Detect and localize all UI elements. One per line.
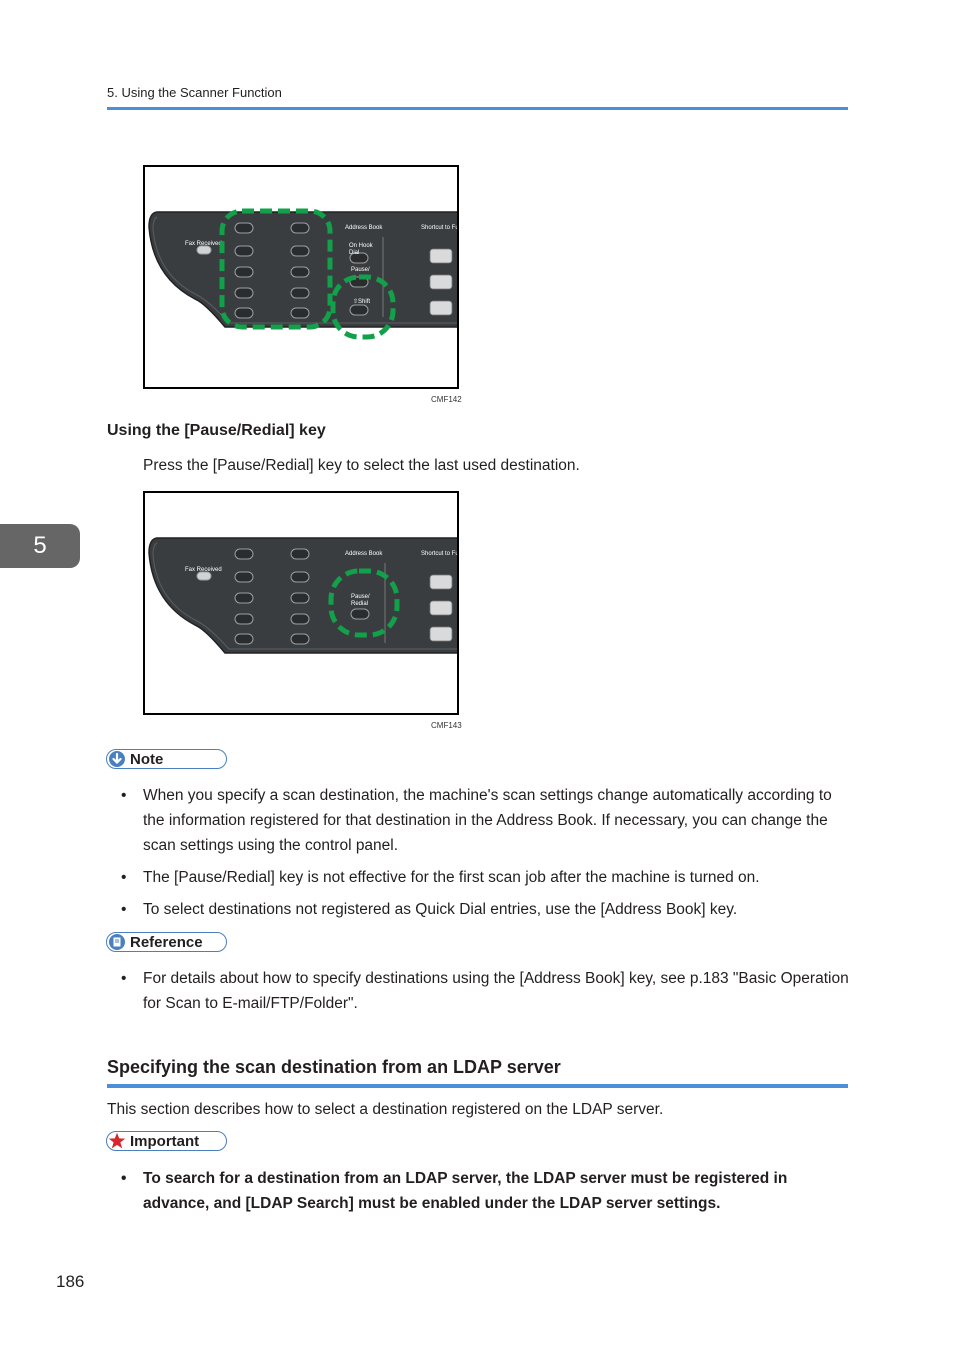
note-list [121,783,851,929]
subhead-pause-redial: Using the [Pause/Redial] key [107,422,326,439]
chapter-tab: 5 [0,524,80,568]
list-item: • The [Pause/Redial] key is not effective for the first scan job after the machine is turned on. [121,869,760,886]
panel-label-on-hook: On Hook [349,243,373,249]
figure-panel-pause-redial [143,491,459,715]
list-item: • When you specify a scan destination, the machine's scan settings change automatically according to the information registered for that destination in the Address Book. If necessary, you can change the scan settings using the control panel. [121,787,832,854]
panel-label-pause: Pause/ [351,594,370,600]
panel-label-redial: Redial [351,601,369,607]
panel-label-shortcut: Shortcut to Fur [421,225,461,231]
important-list [121,1166,851,1223]
note-badge [106,749,227,769]
section-rule [107,1084,848,1088]
header-rule [107,107,848,110]
panel-label-fax-received: Fax Received [185,241,222,247]
panel-label-fax-received: Fax Received [185,567,222,573]
panel-label-shortcut: Shortcut to Fur [421,551,461,557]
panel-label-shift: ⇧Shift [353,299,371,305]
important-label: Important [130,1132,200,1150]
panel-label-dial: Dial [349,250,360,256]
list-item: • For details about how to specify destinations using the [Address Book] key, see p.183 "Basic Operation for Scan to E-mail/FTP/Folder". [121,970,849,1012]
figure-code: CMF142 [431,395,462,404]
reference-badge [106,932,227,952]
panel-label-address-book: Address Book [345,225,383,231]
book-icon [108,933,126,951]
section-title: Specifying the scan destination from an LDAP server [107,1057,561,1077]
reference-label: Reference [130,933,203,951]
figure-code: CMF143 [431,721,462,730]
running-header: 5. Using the Scanner Function [107,85,282,100]
section-intro: This section describes how to select a destination registered on the LDAP server. [107,1101,664,1118]
control-panel-illustration [145,493,459,715]
figure-panel-quick-dial [143,165,459,389]
important-badge [106,1131,227,1151]
list-item: • To search for a destination from an LDAP server, the LDAP server must be registered in advance, and [LDAP Search] must be enabled under the LDAP server settings. [121,1170,788,1212]
note-label: Note [130,750,164,768]
reference-list [121,966,851,1023]
arrow-down-icon [108,750,126,768]
star-icon [108,1132,126,1150]
page-number: 186 [56,1272,85,1291]
list-item: • To select destinations not registered as Quick Dial entries, use the [Address Book] key. [121,901,738,918]
subhead-paragraph: Press the [Pause/Redial] key to select the last used destination. [143,457,580,474]
control-panel-illustration [145,167,459,389]
panel-label-address-book: Address Book [345,551,383,557]
panel-label-pause: Pause/ [351,267,370,273]
